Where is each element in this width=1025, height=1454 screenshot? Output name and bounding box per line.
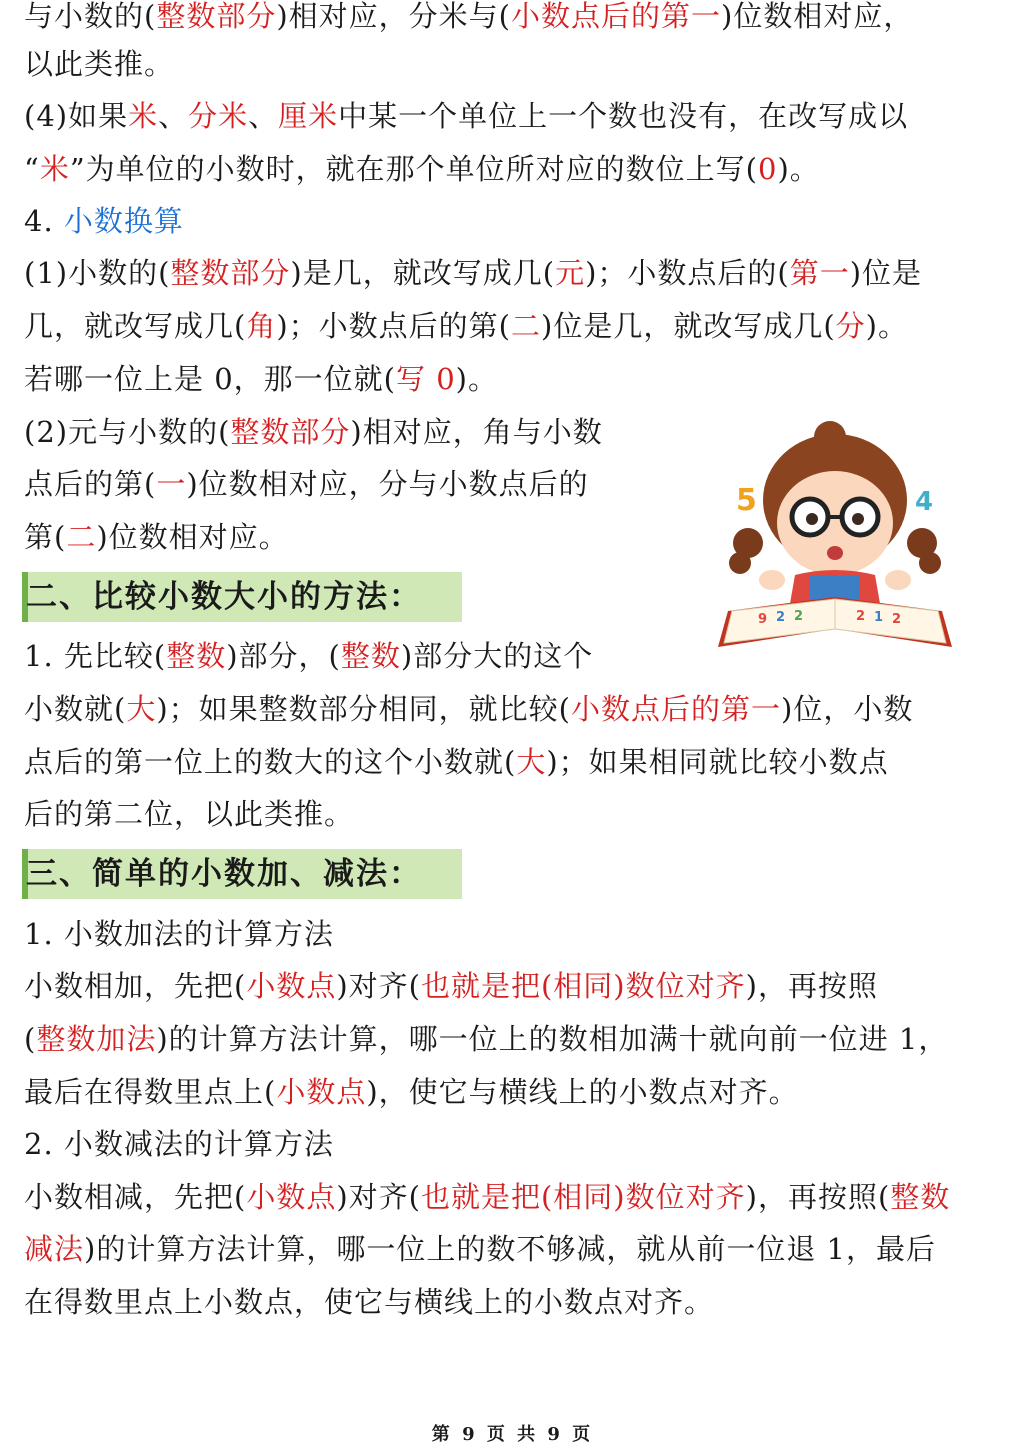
page-number-footer: 第 9 页 共 9 页 [431,1424,594,1445]
text-segment: (4)如果 [24,99,129,133]
text-segment: 小数相减，先把( [24,1180,247,1214]
girl-reading-illustration [710,415,960,655]
book-number: 2 [794,609,804,624]
book-number: 1 [874,610,884,625]
text-segment: 与小数的( [24,0,157,33]
text-line [24,908,334,960]
text-segment: 1. 先比较( [24,639,167,673]
section-title-add-subtract: 三、简单的小数加、减法： [26,856,422,892]
highlighted-answer: 0 [757,152,778,186]
text-segment: )，再按照 [745,969,878,1003]
text-segment: )是几，就改写成几( [290,256,556,290]
text-segment: )部分，( [226,639,341,673]
highlighted-answer: 厘米 [278,99,339,133]
highlighted-answer: 小数点 [246,1180,337,1214]
text-segment: 若哪一位上是 0，那一位就( [24,362,396,396]
text-segment: (1)小数的( [24,256,171,290]
text-segment: )部分大的这个 [400,639,594,673]
highlighted-answer: 二 [510,309,541,343]
text-segment: )。 [455,362,498,396]
book-number: 9 [758,612,768,627]
text-line [24,38,174,90]
text-segment: 、 [248,99,279,133]
text-segment: )；小数点后的( [585,256,790,290]
highlighted-answer: 大 [126,692,157,726]
text-line [24,300,908,352]
highlighted-answer: 也就是把(相同)数位对齐 [420,969,746,1003]
highlighted-answer: 整数部分 [156,0,277,33]
text-segment: )的计算方法计算，哪一位上的数不够减，就从前一位退 1，最后 [84,1232,936,1266]
text-segment: ( [24,1022,37,1056]
text-segment: )相对应，角与小数 [350,415,603,449]
text-line [24,960,878,1012]
text-line [24,90,908,142]
text-line [24,1171,950,1223]
highlighted-answer: 米 [39,152,70,186]
text-segment: )；小数点后的第( [276,309,511,343]
text-line [24,630,593,682]
highlighted-answer: 小数点 [276,1075,367,1109]
highlighted-answer: 小数点 [246,969,337,1003]
text-segment: )。 [865,309,908,343]
highlighted-answer: 第一 [789,256,850,290]
highlighted-answer: 小数点后的第一 [570,692,781,726]
text-segment: 、 [158,99,189,133]
highlighted-answer: 角 [246,309,277,343]
text-line [24,1276,714,1328]
text-segment: 在得数里点上小数点，使它与横线上的小数点对齐。 [24,1285,715,1319]
subheading-currency-conversion [24,195,184,247]
text-segment: )相对应，分米与( [276,0,511,33]
text-line [24,406,603,458]
text-segment: )，再按照( [745,1180,891,1214]
highlighted-answer: 二 [66,520,97,554]
text-line [24,247,922,299]
text-segment: 几，就改写成几( [24,309,247,343]
text-segment: )。 [777,152,820,186]
text-line [24,683,913,735]
text-segment: 小数就( [24,692,127,726]
book-number: 2 [892,612,902,627]
highlighted-answer: 米 [128,99,159,133]
highlighted-answer: 分 [835,309,866,343]
highlighted-answer: 元 [555,256,586,290]
text-line [24,1066,799,1118]
text-line [24,353,498,405]
text-segment: )对齐( [336,969,421,1003]
book-number: 2 [776,610,786,625]
text-segment: )；如果整数部分相同，就比较( [156,692,571,726]
text-segment: 以此类推。 [24,47,175,81]
text-segment: 最后在得数里点上( [24,1075,277,1109]
text-line [24,511,289,563]
text-segment: )位数相对应。 [96,520,289,554]
text-segment: 点后的第( [24,467,157,501]
text-segment: 后的第二位，以此类推。 [24,797,355,831]
text-line [24,1223,936,1275]
highlighted-answer: 整数加法 [36,1022,157,1056]
book-number: 2 [856,609,866,624]
highlighted-answer: 整数 [340,639,401,673]
highlighted-answer: 大 [516,745,547,779]
text-segment: 点后的第一位上的数大的这个小数就( [24,745,517,779]
text-segment: (2)元与小数的( [24,415,231,449]
highlighted-answer: 分米 [188,99,249,133]
text-segment: 小数相加，先把( [24,969,247,1003]
highlighted-answer: 减法 [24,1232,85,1266]
floating-number: 4 [915,487,934,517]
text-segment: 1. 小数加法的计算方法 [24,917,334,951]
text-segment: )对齐( [336,1180,421,1214]
text-segment: ”为单位的小数时，就在那个单位所对应的数位上写( [69,152,758,186]
text-segment: )位，小数 [781,692,914,726]
section-title-compare: 二、比较小数大小的方法： [26,579,422,615]
text-segment: )位是 [849,256,923,290]
text-line [24,788,354,840]
highlighted-answer: 小数点后的第一 [510,0,721,33]
text-segment: )；如果相同就比较小数点 [546,745,889,779]
highlighted-answer: 整数部分 [170,256,291,290]
text-segment: 4. [24,204,64,238]
highlighted-answer: 写 0 [395,362,456,396]
subheading-text: 小数换算 [63,204,184,238]
highlighted-answer: 整数 [166,639,227,673]
highlighted-answer: 整数 [890,1180,951,1214]
text-segment: )位数相对应，分与小数点后的 [186,467,589,501]
highlighted-answer: 整数部分 [230,415,351,449]
text-line [24,143,820,195]
text-segment: 2. 小数减法的计算方法 [24,1127,334,1161]
text-line [24,458,589,510]
highlighted-answer: 也就是把(相同)数位对齐 [420,1180,746,1214]
text-line [24,1013,948,1065]
highlighted-answer: 一 [156,467,187,501]
text-line [24,1118,334,1170]
text-segment: )位是几，就改写成几( [541,309,836,343]
text-line [24,736,889,788]
text-segment: 第( [24,520,67,554]
text-segment: )，使它与横线上的小数点对齐。 [366,1075,799,1109]
text-segment: “ [24,152,40,186]
text-segment: 中某一个单位上一个数也没有，在改写成以 [338,99,909,133]
text-segment: )的计算方法计算，哪一位上的数相加满十就向前一位进 1， [156,1022,949,1056]
floating-number: 5 [736,483,757,518]
text-segment: )位数相对应， [721,0,914,33]
text-line [24,0,913,42]
